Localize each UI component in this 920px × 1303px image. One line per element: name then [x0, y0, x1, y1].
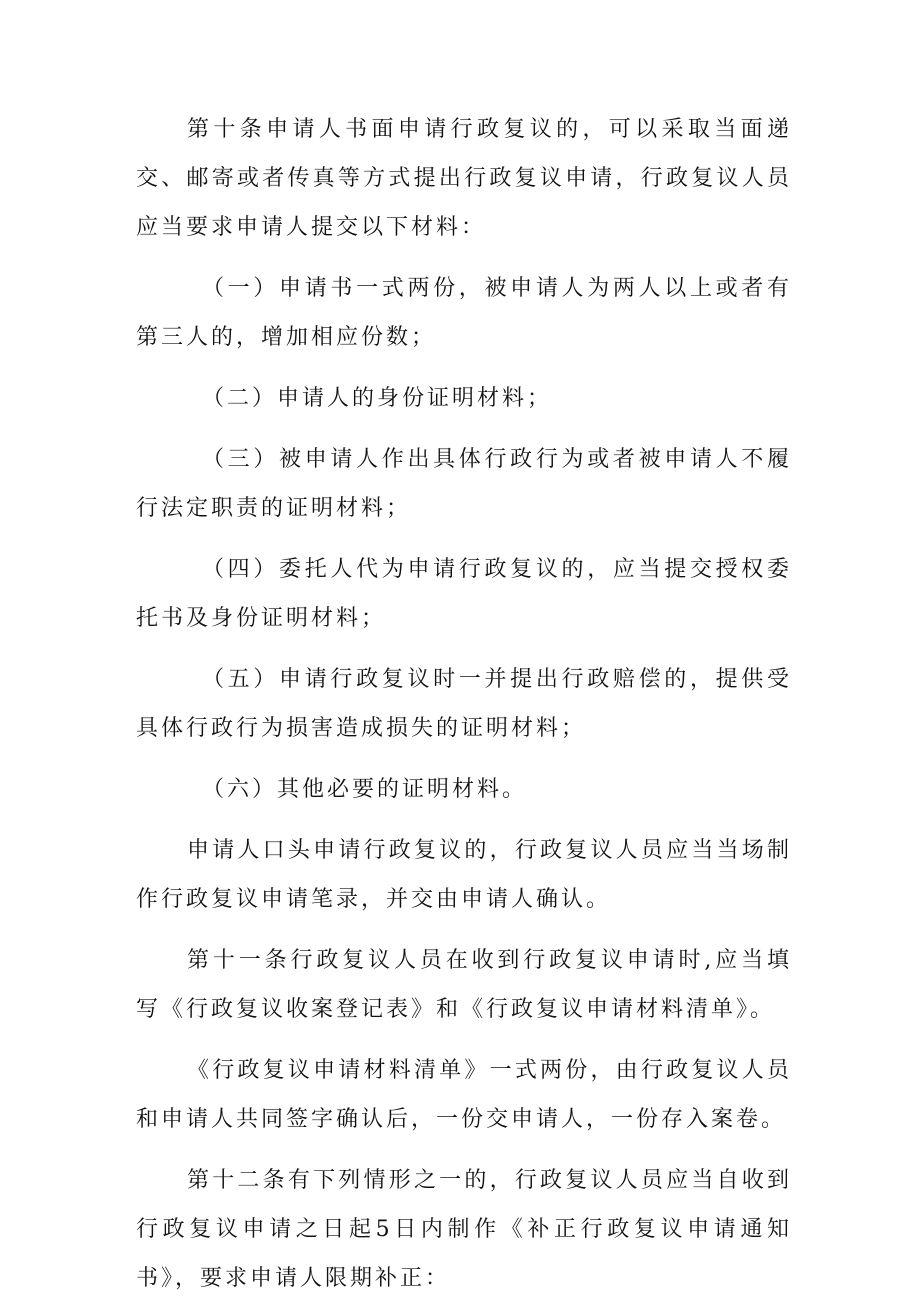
article-10-paragraph: 第十条申请人书面申请行政复议的，可以采取当面递交、邮寄或者传真等方式提出行政复议申请，行政复议人员应当要求申请人提交以下材料：	[136, 117, 792, 240]
materials-list-paragraph: 《行政复议申请材料清单》一式两份，由行政复议人员和申请人共同签字确认后，一份交申请人，一份存入案卷。	[136, 1058, 792, 1132]
materials-item-2: （二）申请人的身份证明材料；	[202, 386, 553, 411]
oral-application-paragraph: 申请人口头申请行政复议的，行政复议人员应当当场制作行政复议申请笔录，并交由申请人确认。	[136, 838, 792, 912]
materials-item-4: （四）委托人代为申请行政复议的，应当提交授权委托书及身份证明材料；	[136, 557, 792, 631]
materials-item-1: （一）申请书一式两份，被申请人为两人以上或者有第三人的，增加相应份数；	[136, 276, 792, 350]
materials-item-6: （六）其他必要的证明材料。	[202, 777, 528, 802]
article-11-paragraph: 第十一条行政复议人员在收到行政复议申请时,应当填写《行政复议收案登记表》和《行政复议申请材料清单》。	[136, 948, 792, 1022]
article-12-paragraph: 第十二条有下列情形之一的，行政复议人员应当自收到行政复议申请之日起5日内制作《补正行政复议申请通知书》，要求申请人限期补正：	[136, 1168, 792, 1291]
materials-item-5: （五）申请行政复议时一并提出行政赔偿的，提供受具体行政行为损害造成损失的证明材料；	[136, 667, 792, 741]
materials-item-3: （三）被申请人作出具体行政行为或者被申请人不履行法定职责的证明材料；	[136, 447, 792, 521]
